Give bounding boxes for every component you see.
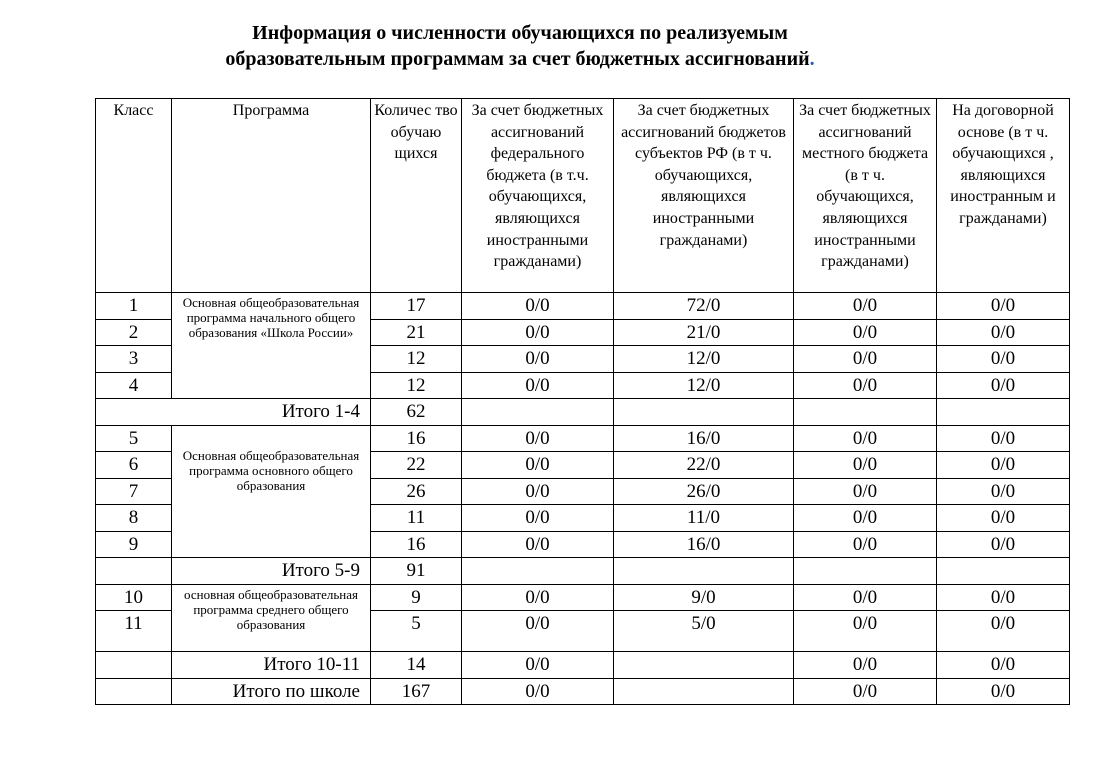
total-label: Итого 5-9: [172, 558, 371, 585]
class-cell: 4: [96, 372, 172, 399]
class-cell: 3: [96, 346, 172, 373]
regional-cell: 72/0: [614, 293, 794, 320]
total-local: 0/0: [794, 652, 937, 679]
class-cell: 9: [96, 531, 172, 558]
document-title: [0, 20, 1040, 72]
local-cell: 0/0: [794, 505, 937, 532]
contract-cell: 0/0: [937, 346, 1070, 373]
total-row: [96, 652, 1070, 679]
total-regional: [614, 558, 794, 585]
regional-cell: 22/0: [614, 452, 794, 479]
total-regional: [614, 652, 794, 679]
title-line-2: [0, 46, 1040, 72]
table-row: [96, 584, 1070, 611]
local-cell: 0/0: [794, 584, 937, 611]
total-contract: [937, 399, 1070, 426]
count-cell: 12: [371, 346, 462, 373]
contract-cell: 0/0: [937, 611, 1070, 652]
class-cell: 8: [96, 505, 172, 532]
total-local: 0/0: [794, 678, 937, 705]
federal-cell: 0/0: [462, 293, 614, 320]
title-line-1-text: Информация о численности обучающихся по реализуемым: [252, 22, 788, 44]
title-line-1: [0, 20, 1040, 46]
class-cell-empty: [96, 652, 172, 679]
contract-cell: 0/0: [937, 293, 1070, 320]
count-cell: 22: [371, 452, 462, 479]
students-table: [95, 98, 1070, 705]
total-local: [794, 399, 937, 426]
header-program: Программа: [172, 99, 371, 293]
class-cell: 11: [96, 611, 172, 652]
title-period: .: [809, 48, 815, 70]
contract-cell: 0/0: [937, 531, 1070, 558]
contract-cell: 0/0: [937, 452, 1070, 479]
total-regional: [614, 678, 794, 705]
local-cell: 0/0: [794, 372, 937, 399]
class-cell: 7: [96, 478, 172, 505]
federal-cell: 0/0: [462, 372, 614, 399]
header-row: [96, 99, 1070, 293]
count-cell: 16: [371, 425, 462, 452]
class-cell: 10: [96, 584, 172, 611]
local-cell: 0/0: [794, 611, 937, 652]
header-local: За счет бюджетных ассигнований местного бюджета (в т ч. обучающихся, являющихся иностранными гражданами): [794, 99, 937, 293]
federal-cell: 0/0: [462, 531, 614, 558]
local-cell: 0/0: [794, 346, 937, 373]
count-cell: 12: [371, 372, 462, 399]
total-federal: 0/0: [462, 652, 614, 679]
contract-cell: 0/0: [937, 372, 1070, 399]
program-primary: Основная общеобразовательная программа начального общего образования «Школа России»: [172, 293, 371, 399]
total-federal: 0/0: [462, 678, 614, 705]
count-cell: 5: [371, 611, 462, 652]
contract-cell: 0/0: [937, 584, 1070, 611]
program-basic: Основная общеобразовательная программа основного общего образования: [172, 425, 371, 558]
regional-cell: 12/0: [614, 372, 794, 399]
total-count: 167: [371, 678, 462, 705]
class-cell-empty: [96, 678, 172, 705]
total-federal: [462, 399, 614, 426]
class-cell: 1: [96, 293, 172, 320]
header-regional: За счет бюджетных ассигнований бюджетов субъектов РФ (в т ч. обучающихся, являющихся иностранными гражданами): [614, 99, 794, 293]
local-cell: 0/0: [794, 293, 937, 320]
regional-cell: 12/0: [614, 346, 794, 373]
total-count: 62: [371, 399, 462, 426]
federal-cell: 0/0: [462, 319, 614, 346]
total-federal: [462, 558, 614, 585]
regional-cell: 11/0: [614, 505, 794, 532]
total-label: Итого по школе: [172, 678, 371, 705]
local-cell: 0/0: [794, 531, 937, 558]
count-cell: 21: [371, 319, 462, 346]
regional-cell: 26/0: [614, 478, 794, 505]
total-label: Итого 10-11: [172, 652, 371, 679]
count-cell: 11: [371, 505, 462, 532]
total-contract: 0/0: [937, 652, 1070, 679]
federal-cell: 0/0: [462, 346, 614, 373]
total-local: [794, 558, 937, 585]
regional-cell: 16/0: [614, 425, 794, 452]
total-row: [96, 399, 1070, 426]
total-regional: [614, 399, 794, 426]
count-cell: 16: [371, 531, 462, 558]
contract-cell: 0/0: [937, 505, 1070, 532]
title-line-2-text: образовательным программам за счет бюджетных ассигнований: [225, 48, 810, 70]
total-count: 91: [371, 558, 462, 585]
total-contract: [937, 558, 1070, 585]
regional-cell: 9/0: [614, 584, 794, 611]
class-cell: 2: [96, 319, 172, 346]
class-cell-empty: [96, 558, 172, 585]
total-label: Итого 1-4: [96, 399, 371, 426]
total-row: [96, 558, 1070, 585]
local-cell: 0/0: [794, 425, 937, 452]
table-row: [96, 425, 1070, 452]
count-cell: 26: [371, 478, 462, 505]
local-cell: 0/0: [794, 452, 937, 479]
count-cell: 9: [371, 584, 462, 611]
count-cell: 17: [371, 293, 462, 320]
total-row: [96, 678, 1070, 705]
local-cell: 0/0: [794, 319, 937, 346]
federal-cell: 0/0: [462, 478, 614, 505]
total-contract: 0/0: [937, 678, 1070, 705]
class-cell: 5: [96, 425, 172, 452]
contract-cell: 0/0: [937, 319, 1070, 346]
program-secondary: основная общеобразовательная программа среднего общего образования: [172, 584, 371, 652]
federal-cell: 0/0: [462, 584, 614, 611]
contract-cell: 0/0: [937, 478, 1070, 505]
table-row: [96, 293, 1070, 320]
header-class: Класс: [96, 99, 172, 293]
header-count: Количес тво обучаю щихся: [371, 99, 462, 293]
total-count: 14: [371, 652, 462, 679]
federal-cell: 0/0: [462, 505, 614, 532]
federal-cell: 0/0: [462, 425, 614, 452]
federal-cell: 0/0: [462, 611, 614, 652]
local-cell: 0/0: [794, 478, 937, 505]
regional-cell: 16/0: [614, 531, 794, 558]
header-federal: За счет бюджетных ассигнований федерального бюджета (в т.ч. обучающихся, являющихся иностранными гражданами): [462, 99, 614, 293]
regional-cell: 5/0: [614, 611, 794, 652]
header-contract: На договорной основе (в т ч. обучающихся , являющихся иностранным и гражданами): [937, 99, 1070, 293]
class-cell: 6: [96, 452, 172, 479]
regional-cell: 21/0: [614, 319, 794, 346]
contract-cell: 0/0: [937, 425, 1070, 452]
federal-cell: 0/0: [462, 452, 614, 479]
